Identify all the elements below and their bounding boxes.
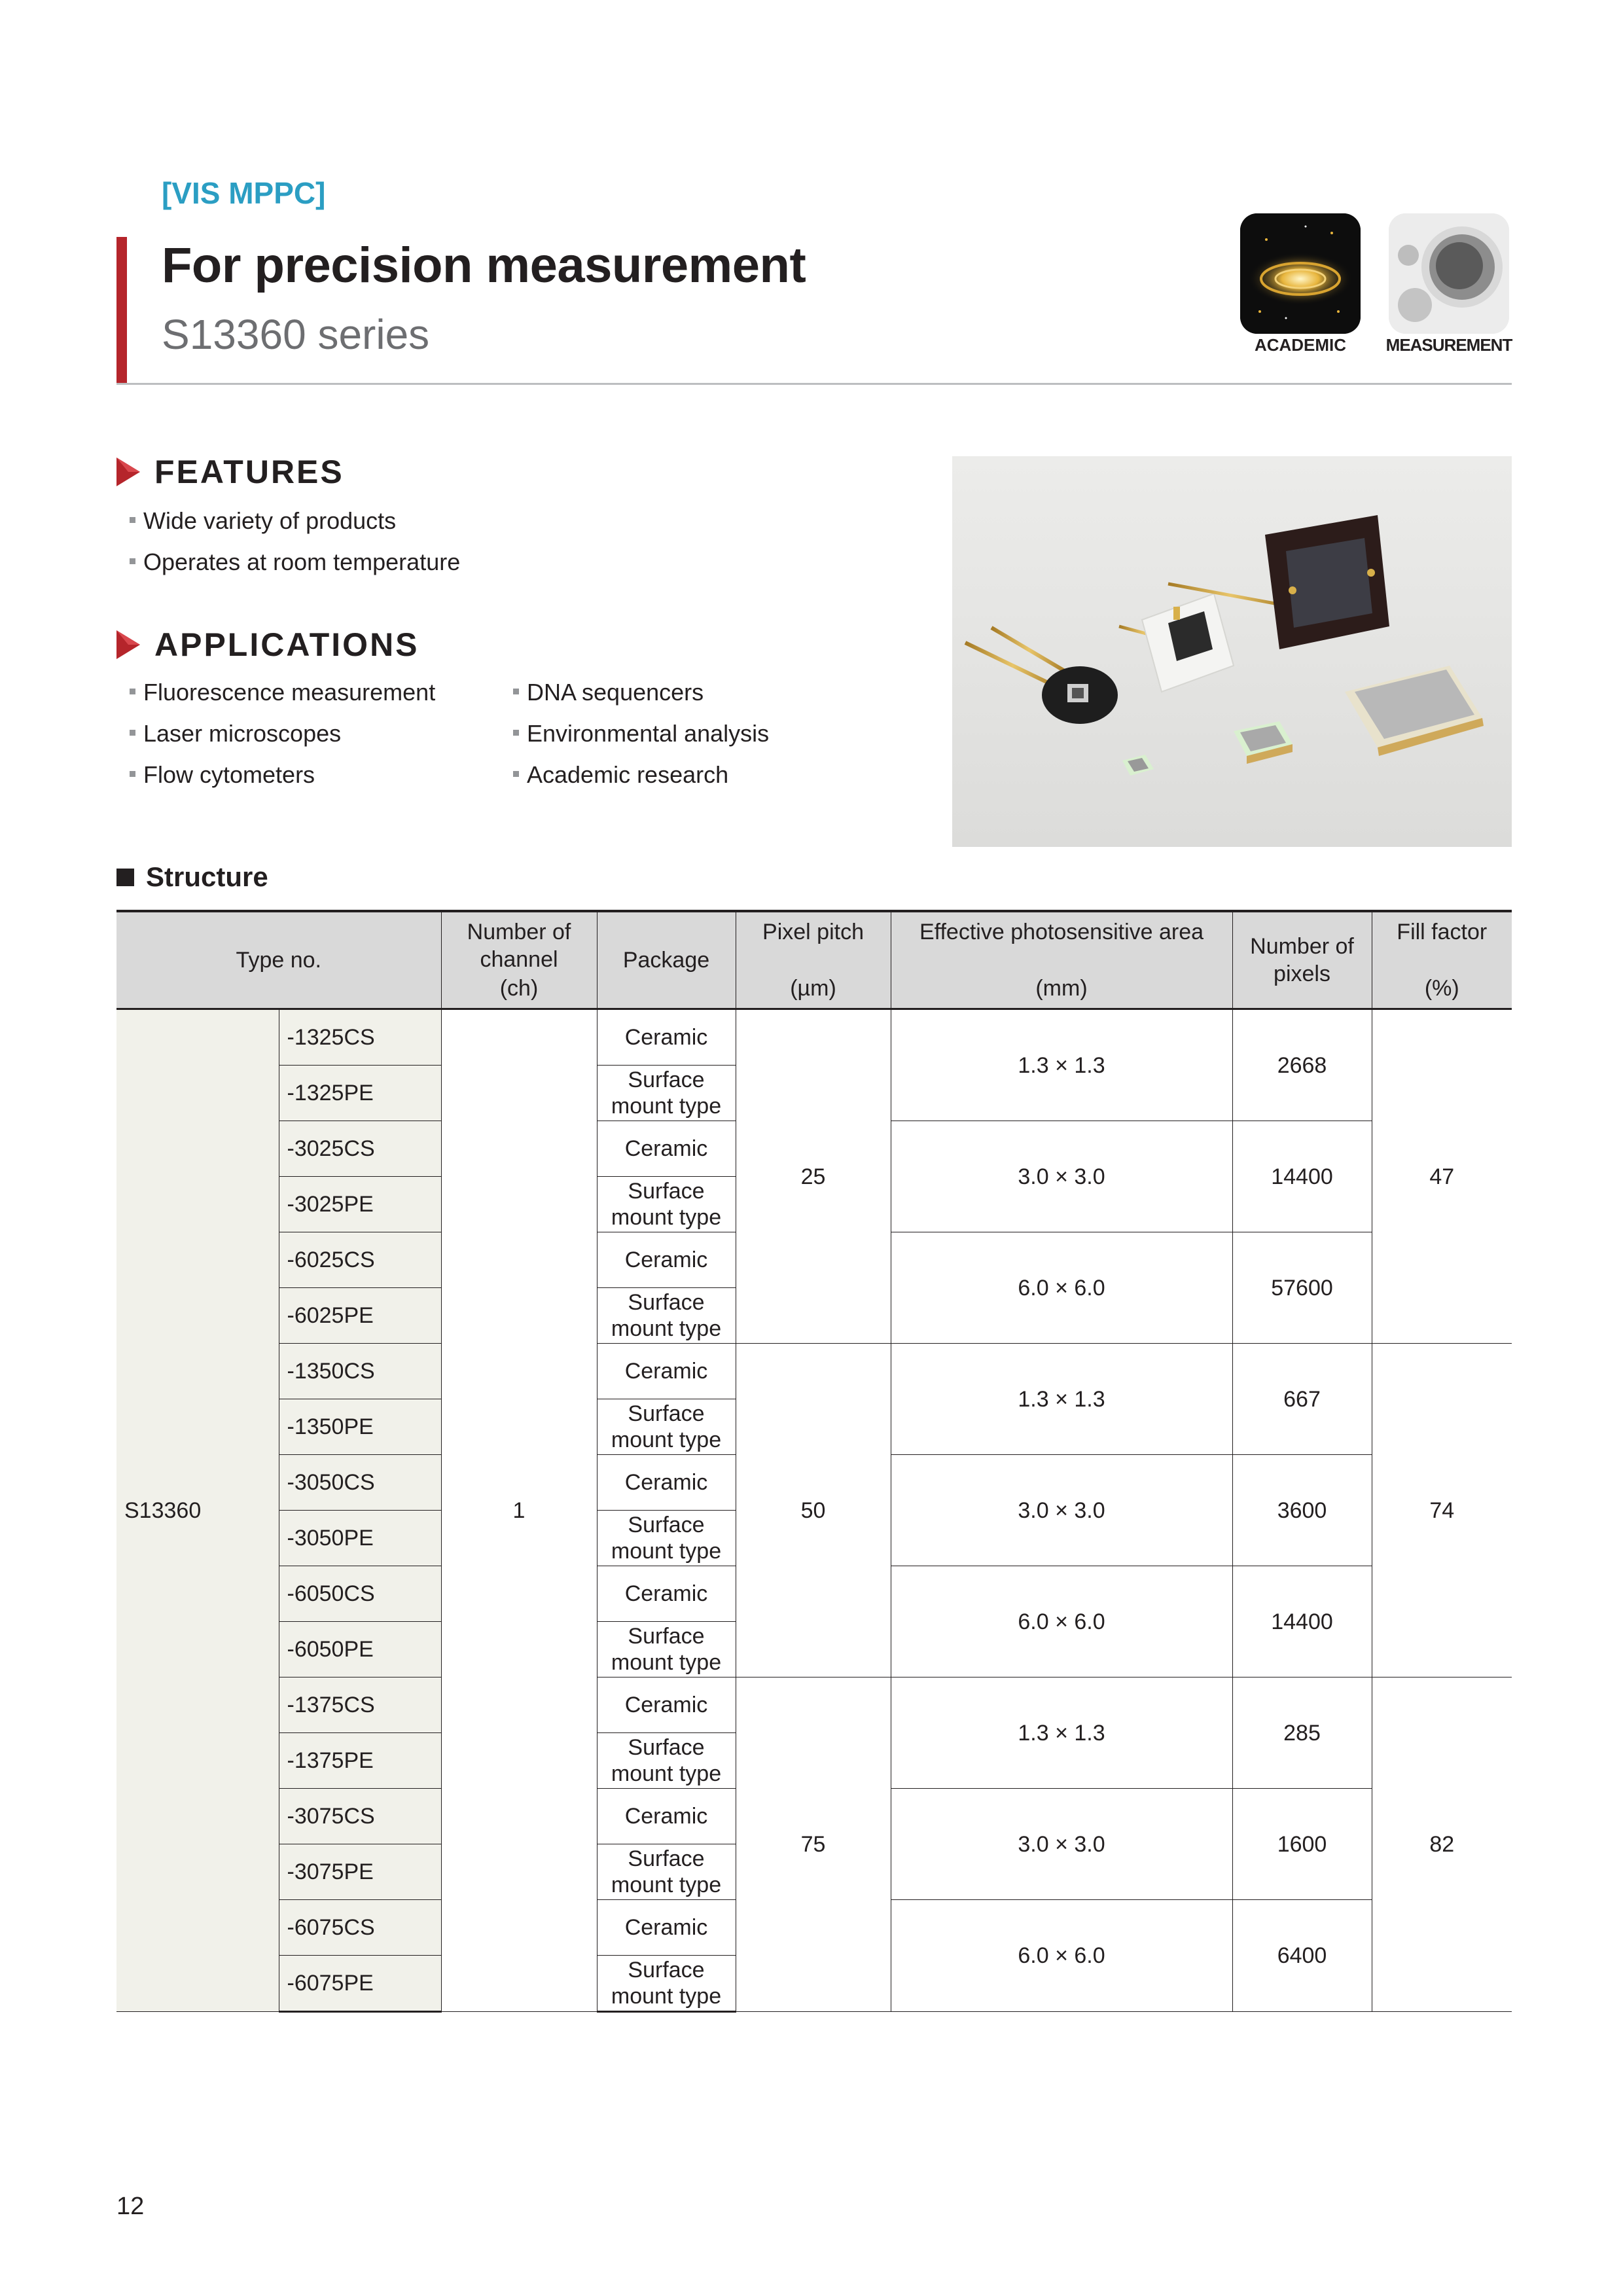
header-pixel-pitch: Pixel pitch (µm) bbox=[736, 911, 891, 1009]
pixels-cell: 1600 bbox=[1232, 1789, 1372, 1900]
type-cell: -1325CS bbox=[279, 1009, 441, 1066]
type-cell: -1375CS bbox=[279, 1677, 441, 1733]
type-cell: -6025PE bbox=[279, 1288, 441, 1344]
area-cell: 6.0 × 6.0 bbox=[891, 1232, 1232, 1344]
pixels-cell: 2668 bbox=[1232, 1009, 1372, 1121]
applications-list-col1 bbox=[130, 672, 435, 795]
section-square-icon bbox=[116, 869, 134, 886]
package-cell: Ceramic bbox=[597, 1232, 736, 1288]
package-cell: Ceramic bbox=[597, 1121, 736, 1177]
type-cell: -6025CS bbox=[279, 1232, 441, 1288]
package-cell: Ceramic bbox=[597, 1677, 736, 1733]
section-arrow-icon bbox=[116, 457, 140, 486]
package-cell: Surface mount type bbox=[597, 1844, 736, 1900]
package-cell: Surface mount type bbox=[597, 1622, 736, 1677]
title-divider bbox=[116, 383, 1512, 385]
features-heading: FEATURES bbox=[116, 453, 344, 491]
package-cell: Ceramic bbox=[597, 1789, 736, 1844]
list-item: Academic research bbox=[513, 754, 769, 795]
applications-list-col2 bbox=[513, 672, 769, 795]
pitch-cell: 50 bbox=[736, 1344, 891, 1677]
list-item: Fluorescence measurement bbox=[130, 672, 435, 713]
package-cell: Surface mount type bbox=[597, 1177, 736, 1232]
type-cell: -3075CS bbox=[279, 1789, 441, 1844]
package-cell: Surface mount type bbox=[597, 1288, 736, 1344]
series-cell: S13360 bbox=[116, 1009, 279, 2012]
header-channels: Number of channel (ch) bbox=[441, 911, 597, 1009]
package-cell: Ceramic bbox=[597, 1344, 736, 1399]
features-list bbox=[130, 500, 460, 583]
pixels-cell: 57600 bbox=[1232, 1232, 1372, 1344]
list-item: DNA sequencers bbox=[513, 672, 769, 713]
type-cell: -3050CS bbox=[279, 1455, 441, 1511]
type-cell: -3025PE bbox=[279, 1177, 441, 1232]
header-fill-factor: Fill factor (%) bbox=[1372, 911, 1512, 1009]
pixels-cell: 6400 bbox=[1232, 1900, 1372, 2012]
type-cell: -3050PE bbox=[279, 1511, 441, 1566]
package-cell: Surface mount type bbox=[597, 1733, 736, 1789]
pitch-cell: 75 bbox=[736, 1677, 891, 2012]
area-cell: 1.3 × 1.3 bbox=[891, 1677, 1232, 1789]
section-arrow-icon bbox=[116, 630, 140, 659]
header-pixels: Number of pixels bbox=[1232, 911, 1372, 1009]
list-item: Wide variety of products bbox=[130, 500, 460, 541]
type-cell: -1350PE bbox=[279, 1399, 441, 1455]
type-cell: -3025CS bbox=[279, 1121, 441, 1177]
product-photo bbox=[952, 456, 1512, 847]
academic-badge-icon bbox=[1240, 213, 1361, 334]
page-subtitle: S13360 series bbox=[162, 311, 430, 358]
title-accent-bar bbox=[116, 237, 127, 385]
type-cell: -1325PE bbox=[279, 1066, 441, 1121]
measurement-badge-icon bbox=[1389, 213, 1509, 334]
package-cell: Surface mount type bbox=[597, 1066, 736, 1121]
fill-factor-cell: 74 bbox=[1372, 1344, 1512, 1677]
type-cell: -1375PE bbox=[279, 1733, 441, 1789]
category-label: [VIS MPPC] bbox=[162, 176, 326, 210]
channels-cell: 1 bbox=[441, 1009, 597, 2012]
type-cell: -6050CS bbox=[279, 1566, 441, 1622]
area-cell: 3.0 × 3.0 bbox=[891, 1789, 1232, 1900]
structure-heading: Structure bbox=[116, 861, 268, 893]
table-row bbox=[116, 1009, 1512, 1066]
area-cell: 3.0 × 3.0 bbox=[891, 1121, 1232, 1232]
type-cell: -6075PE bbox=[279, 1956, 441, 2012]
header-area: Effective photosensitive area (mm) bbox=[891, 911, 1232, 1009]
type-cell: -3075PE bbox=[279, 1844, 441, 1900]
table-row bbox=[116, 1344, 1512, 1399]
pixels-cell: 667 bbox=[1232, 1344, 1372, 1455]
academic-badge-label: ACADEMIC bbox=[1254, 335, 1347, 355]
area-cell: 6.0 × 6.0 bbox=[891, 1900, 1232, 2012]
list-item: Operates at room temperature bbox=[130, 541, 460, 583]
header-package: Package bbox=[597, 911, 736, 1009]
area-cell: 6.0 × 6.0 bbox=[891, 1566, 1232, 1677]
type-cell: -1350CS bbox=[279, 1344, 441, 1399]
type-cell: -6050PE bbox=[279, 1622, 441, 1677]
measurement-badge-label: MEASUREMENT bbox=[1385, 335, 1512, 355]
pixels-cell: 285 bbox=[1232, 1677, 1372, 1789]
area-cell: 1.3 × 1.3 bbox=[891, 1344, 1232, 1455]
table-row bbox=[116, 1677, 1512, 1733]
type-cell: -6075CS bbox=[279, 1900, 441, 1956]
list-item: Environmental analysis bbox=[513, 713, 769, 754]
pixels-cell: 14400 bbox=[1232, 1566, 1372, 1677]
package-cell: Ceramic bbox=[597, 1009, 736, 1066]
area-cell: 1.3 × 1.3 bbox=[891, 1009, 1232, 1121]
pixels-cell: 3600 bbox=[1232, 1455, 1372, 1566]
area-cell: 3.0 × 3.0 bbox=[891, 1455, 1232, 1566]
package-cell: Ceramic bbox=[597, 1455, 736, 1511]
header-type-no: Type no. bbox=[116, 911, 441, 1009]
package-cell: Ceramic bbox=[597, 1566, 736, 1622]
fill-factor-cell: 47 bbox=[1372, 1009, 1512, 1344]
package-cell: Surface mount type bbox=[597, 1956, 736, 2012]
fill-factor-cell: 82 bbox=[1372, 1677, 1512, 2012]
page-number: 12 bbox=[116, 2193, 145, 2220]
table-header-row bbox=[116, 911, 1512, 1009]
package-cell: Ceramic bbox=[597, 1900, 736, 1956]
structure-table bbox=[116, 910, 1512, 2013]
applications-heading: APPLICATIONS bbox=[116, 626, 419, 664]
page-title: For precision measurement bbox=[162, 238, 806, 293]
package-cell: Surface mount type bbox=[597, 1511, 736, 1566]
list-item: Flow cytometers bbox=[130, 754, 435, 795]
list-item: Laser microscopes bbox=[130, 713, 435, 754]
pitch-cell: 25 bbox=[736, 1009, 891, 1344]
package-cell: Surface mount type bbox=[597, 1399, 736, 1455]
pixels-cell: 14400 bbox=[1232, 1121, 1372, 1232]
